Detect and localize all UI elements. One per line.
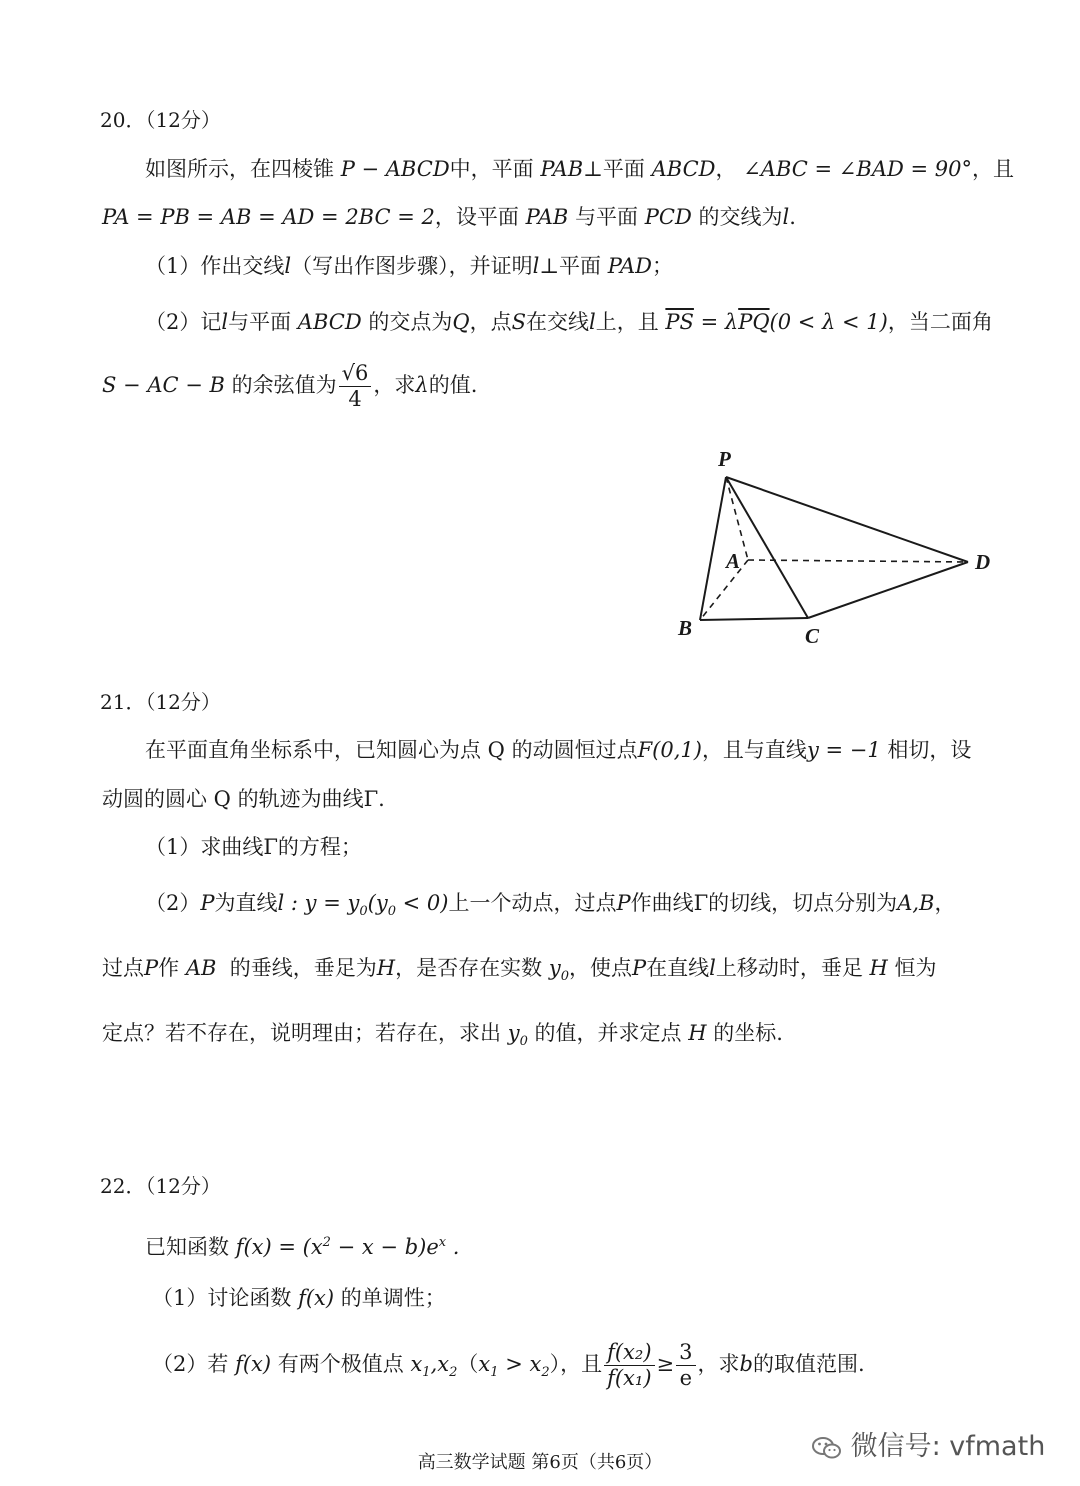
fraction-numerator: 3	[676, 1341, 695, 1366]
q22-header: 22．（12分）	[100, 1174, 221, 1198]
label-P: P	[718, 447, 731, 471]
q22-p2-var: b	[739, 1352, 753, 1377]
fraction-numerator: f(x₂)	[604, 1341, 654, 1366]
q22-p1-function: f(x)	[298, 1286, 335, 1310]
q22-p2-order: $x_1 > x_2$	[478, 1352, 550, 1381]
q20-p1-text: ⊥平面	[539, 254, 602, 278]
q20-part1	[145, 252, 673, 280]
q21-p2c-text: 的值，并求定点	[534, 1021, 682, 1045]
q20-p2-eq: = λ	[693, 310, 739, 334]
q20-p2-line: l	[221, 310, 229, 334]
q20-p1-text: （写出作图步骤），并证明	[291, 254, 533, 278]
pyramid-figure	[660, 440, 1010, 650]
q21-p2-text: （2）	[145, 891, 201, 915]
q21-p2b-text: 恒为	[894, 956, 937, 980]
q21-p2b-segment: AB	[185, 956, 217, 980]
q20-p1-text: ；	[651, 254, 673, 278]
q20-p1-plane: PAD	[607, 254, 652, 278]
q22-l1-function: $f(x) = (x^2 - x - b)e^x$ .	[235, 1235, 460, 1259]
q21-p2-text: ，	[934, 891, 956, 915]
q21-p2-points: A,B	[897, 891, 935, 915]
q21-p2c-var: $y_0$	[507, 1021, 528, 1050]
q20-p2-text: 上，且	[595, 310, 659, 334]
q21-p2b-line: l	[709, 956, 716, 980]
edge-CD	[808, 562, 968, 618]
q20-l2-text: 的交线为	[698, 205, 783, 229]
q20-p2-point: Q	[452, 310, 470, 334]
q22-p2-points: $x_1,x_2$	[410, 1352, 458, 1381]
edge-AD-hidden	[748, 560, 968, 562]
q21-l1-text: ，且与直线	[701, 738, 807, 762]
q21-p2b-point: P	[631, 956, 647, 980]
edge-BC	[700, 618, 808, 620]
q21-line1	[145, 736, 971, 764]
q22-p1-text: 的单调性；	[340, 1286, 446, 1310]
label-A: A	[726, 549, 741, 573]
q22-ratio-fraction	[604, 1341, 654, 1390]
q21-l1-text: 在平面直角坐标系中，已知圆心为点 Q 的动圆恒过点	[145, 738, 638, 762]
q20-line1	[145, 155, 1014, 183]
q21-p2b-point: H	[376, 956, 396, 980]
q20-p2b-text: ，求	[373, 373, 416, 398]
fraction-denominator: f(x₁)	[607, 1366, 652, 1391]
q22-p2-text: 有两个极值点	[277, 1352, 404, 1377]
q22-p2-text: 的取值范围.	[752, 1352, 865, 1377]
q20-p2b-text: 的值.	[428, 373, 478, 398]
q21-p2-point: P	[200, 891, 215, 915]
q21-p2c-text: 的坐标.	[713, 1021, 783, 1045]
q20-l1-text: ，	[715, 157, 737, 181]
q20-part2	[145, 308, 993, 336]
q21-p2c-point: H	[688, 1021, 707, 1045]
q20-p1-text: （1）作出交线	[145, 254, 285, 278]
q20-l2-plane: PCD	[644, 205, 692, 229]
q20-l2-text: 与平面	[575, 205, 639, 229]
q21-p2-text: 上一个动点，过点	[448, 891, 617, 915]
q21-p2b-text: 作	[158, 956, 180, 980]
q22-line1	[145, 1229, 459, 1261]
q20-l1-plane: PAB	[540, 157, 584, 181]
q20-p2-line: l	[588, 310, 596, 334]
watermark-text: 微信号: vfmath	[850, 1431, 1046, 1462]
label-D: D	[975, 550, 991, 574]
q20-l2-eq: PA = PB = AB = AD = 2BC = 2	[102, 205, 435, 229]
q20-l1-pyramid: P − ABCD	[340, 157, 450, 181]
q22-p1-text: （1）讨论函数	[152, 1286, 292, 1310]
q22-p2-geq: ≥	[656, 1352, 675, 1377]
q20-p1-line: l	[532, 254, 540, 278]
q21-part2	[145, 889, 955, 926]
edge-PB	[700, 477, 726, 620]
q20-p2-text: ，点	[469, 310, 512, 334]
edge-AB-hidden	[700, 560, 748, 620]
q21-l1-line: y = −1	[806, 738, 881, 762]
fraction-denominator: e	[679, 1366, 693, 1391]
q21-p2-line: l : $y = y_0(y_0 < 0)$	[277, 891, 449, 920]
q20-p2-text: 在交线	[525, 310, 589, 334]
q20-l1-text: 如图所示，在四棱锥	[145, 157, 334, 181]
q21-l1-text: 相切，设	[887, 738, 972, 762]
q20-l1-plane: ABCD	[651, 157, 716, 181]
q22-bound-fraction	[676, 1341, 695, 1390]
q20-p2b-lambda: λ	[415, 373, 429, 398]
q21-line2: 动圆的圆心 Q 的轨迹为曲线Γ.	[102, 787, 385, 811]
q21-part2-cont	[102, 954, 937, 991]
q21-p2-point: P	[616, 891, 631, 915]
q20-p2b-text: 的余弦值为	[231, 373, 337, 398]
q22-part2	[152, 1341, 865, 1390]
q20-l1-text: ⊥平面	[583, 157, 645, 181]
q21-p2-text: 作曲线Γ的切线，切点分别为	[630, 891, 898, 915]
q20-part2-cont	[102, 362, 477, 411]
q21-p2b-text: ，使点	[568, 956, 632, 980]
q22-p2-text: ），且	[549, 1352, 603, 1377]
q20-p2-text: 与平面	[228, 310, 292, 334]
q21-p2-text: 为直线	[214, 891, 278, 915]
q20-p2-vector: $\overline{PQ}$	[738, 310, 770, 334]
q20-cos-fraction	[339, 362, 372, 411]
q21-p2b-text: 过点	[102, 956, 144, 980]
q20-l1-angle: ∠ABC = ∠BAD = 90°	[743, 157, 972, 181]
q22-l1-text: 已知函数	[145, 1235, 229, 1259]
q22-p2-text: （	[457, 1352, 479, 1377]
q20-p2-range: (0 < λ < 1)	[769, 310, 888, 334]
q21-p2b-text: 在直线	[646, 956, 710, 980]
q20-p1-line: l	[284, 254, 292, 278]
q20-p2-text: （2）记	[145, 310, 222, 334]
page-footer: 高三数学试题 第6页（共6页）	[417, 1452, 663, 1473]
edge-PD	[726, 477, 968, 562]
q20-l1-text: 中，平面	[449, 157, 534, 181]
q20-p2b-dihedral: S − AC − B	[102, 373, 225, 398]
q20-header: 20．（12分）	[100, 108, 221, 132]
q20-p2-text: 的交点为	[368, 310, 453, 334]
edge-PC	[726, 477, 808, 618]
q21-p2c-text: 定点？若不存在，说明理由；若存在，求出	[102, 1021, 501, 1045]
wechat-icon	[812, 1436, 842, 1460]
wechat-watermark	[812, 1424, 1045, 1463]
q22-p2-function: f(x)	[235, 1352, 272, 1377]
q21-part1: （1）求曲线Γ的方程；	[145, 835, 362, 859]
fraction-numerator: √6	[339, 362, 372, 387]
q20-p2-vector: $\overline{PS}$	[665, 310, 694, 334]
label-C: C	[805, 624, 820, 648]
q20-l1-text: ，且	[971, 157, 1014, 181]
q20-p2-point: S	[511, 310, 526, 334]
q20-l2-text: .	[789, 205, 796, 229]
q21-p2b-text: ，是否存在实数	[395, 956, 543, 980]
q20-p2-plane: ABCD	[297, 310, 362, 334]
q21-p2b-text: 上移动时，垂足	[715, 956, 863, 980]
q20-l2-line: l	[782, 205, 790, 229]
q21-header: 21．（12分）	[100, 690, 221, 714]
q22-part1	[152, 1284, 446, 1312]
q21-p2b-var: $y_0$	[548, 956, 569, 985]
q21-l1-point: F(0,1)	[637, 738, 702, 762]
q20-p2-text: ，当二面角	[887, 310, 993, 334]
q20-line2	[102, 203, 796, 231]
q20-l2-plane: PAB	[525, 205, 569, 229]
q22-p2-text: （2）若	[152, 1352, 229, 1377]
q22-p2-text: ，求	[697, 1352, 740, 1377]
fraction-denominator: 4	[348, 387, 362, 412]
edge-PA-hidden	[726, 477, 748, 560]
q21-p2b-point: H	[869, 956, 888, 980]
q20-l2-text: ，设平面	[434, 205, 519, 229]
q21-p2b-point: P	[144, 956, 159, 980]
q21-p2b-text: 的垂线，垂足为	[229, 956, 377, 980]
q21-part2-cont2	[102, 1019, 783, 1056]
label-B: B	[678, 616, 693, 640]
